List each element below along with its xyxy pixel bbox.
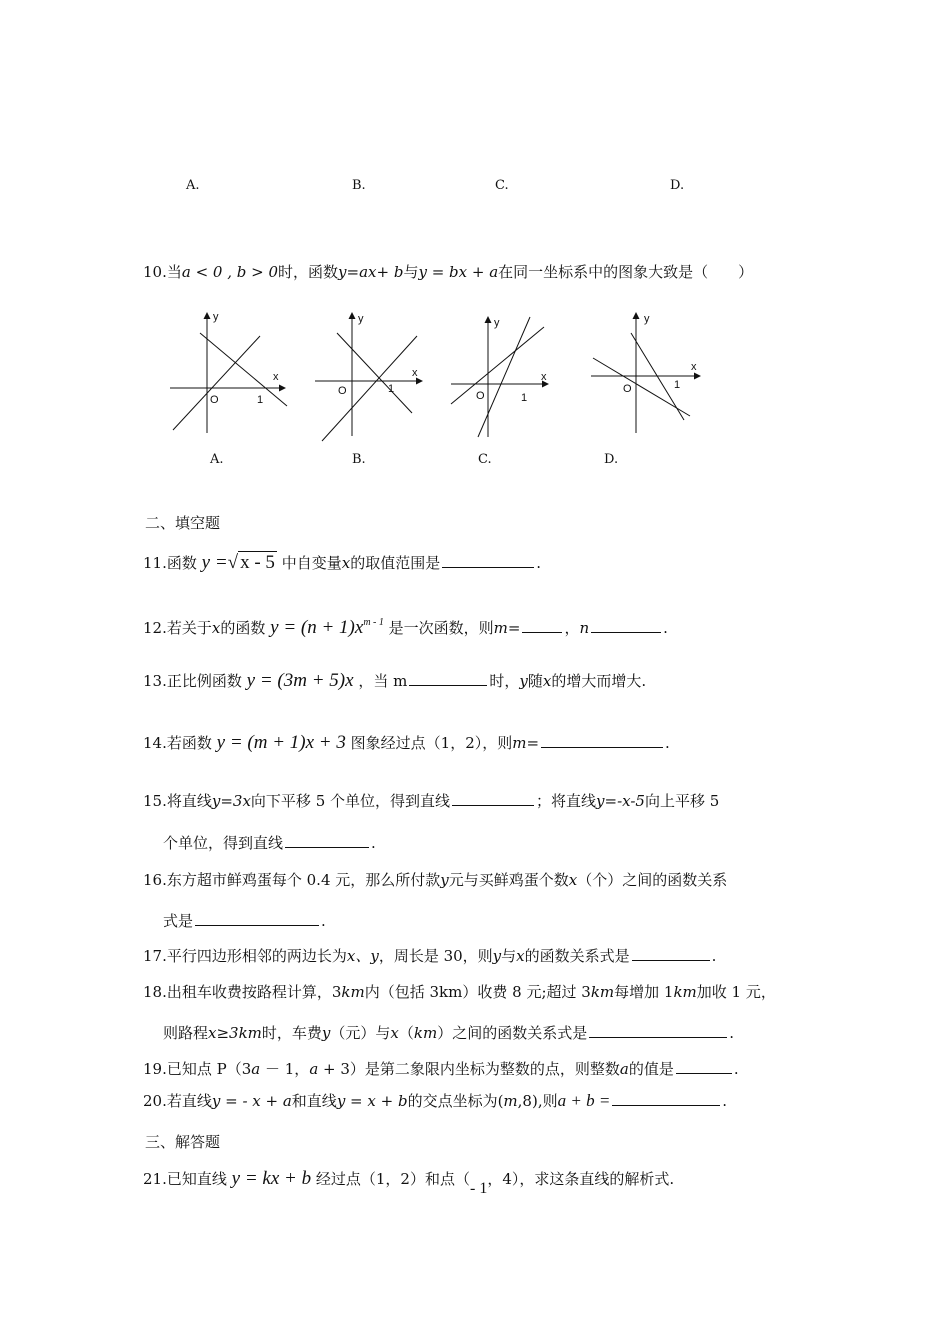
line-2 — [478, 317, 530, 437]
formula: y = (3m + 5)x — [246, 670, 354, 691]
answer-blank[interactable] — [195, 911, 319, 926]
graph-d — [588, 308, 708, 438]
question-17: 17.平行四边形相邻的两边长为x、y，周长是 30，则y与x的函数关系式是 . — [143, 947, 717, 965]
question-21: 21.已知直线 y = kx + b 经过点（1，2）和点（- 1，4），求这条直线的解析式. — [143, 1168, 675, 1197]
answer-blank-n[interactable] — [591, 618, 661, 633]
question-20: 20.若直线y = - x + a和直线y = x + b的交点坐标为(m,8),则a + b = . — [143, 1091, 728, 1110]
question-10: 10.当a < 0 , b > 0时，函数y=ax+ b与y = bx + a在同一坐标系中的图象大致是（ ） — [143, 263, 754, 281]
question-15-line-1: 15.将直线y=3x向下平移 5 个单位，得到直线 ；将直线y=-x-5向上平移 5 — [143, 792, 720, 810]
answer-blank[interactable] — [409, 671, 487, 686]
function-2: y = bx + a — [418, 263, 499, 281]
x-label: x — [691, 361, 697, 373]
answer-blank[interactable] — [612, 1091, 720, 1106]
section-fill-in: 二、填空题 — [145, 514, 221, 532]
answer-blank-m[interactable] — [522, 618, 562, 633]
one-label: 1 — [257, 394, 264, 406]
answer-blank[interactable] — [442, 553, 534, 568]
y-label: y — [494, 317, 500, 329]
negative-one: - 1 — [469, 1180, 488, 1197]
formula: y = kx + b — [231, 1168, 312, 1189]
origin-label: O — [338, 385, 347, 397]
q10-option-a: A. — [210, 452, 224, 467]
line-2 — [322, 336, 417, 441]
x-label: x — [412, 367, 418, 379]
one-label: 1 — [521, 392, 528, 404]
answer-blank[interactable] — [589, 1023, 727, 1038]
one-label: 1 — [674, 379, 681, 391]
x-label: x — [541, 371, 547, 383]
q9-option-a: A. — [186, 178, 200, 193]
q9-option-b: B. — [352, 178, 366, 193]
function-1: y=ax+ b — [338, 263, 404, 281]
q10-option-d: D. — [604, 452, 619, 467]
graph-c — [448, 312, 558, 442]
graph-b — [312, 308, 442, 443]
question-19: 19.已知点 P（3a － 1，a + 3）是第二象限内坐标为整数的点，则整数a的值是 . — [143, 1060, 739, 1078]
q10-option-b: B. — [352, 452, 366, 467]
question-16-line-2: 式是 . — [163, 912, 326, 930]
question-12: 12.若关于x的函数 $y = (n + 1)x^{m - 1}$ 是一次函数，则m= ，n . — [143, 617, 668, 638]
y-label: y — [644, 313, 650, 325]
question-18-line-2: 则路程x≥3km时，车费y（元）与x（km）之间的函数关系式是 . — [163, 1024, 735, 1042]
section-solve: 三、解答题 — [145, 1133, 221, 1151]
origin-label: O — [210, 394, 219, 406]
formula: y = (m + 1)x + 3 — [216, 732, 346, 753]
answer-blank[interactable] — [676, 1059, 732, 1074]
y-label: y — [213, 311, 219, 323]
answer-blank[interactable] — [632, 946, 710, 961]
question-14: 14.若函数 y = (m + 1)x + 3 图象经过点（1，2），则m= . — [143, 732, 670, 753]
line-1 — [337, 333, 412, 413]
line-2 — [173, 336, 260, 430]
origin-label: O — [623, 383, 632, 395]
question-13: 13.正比例函数 y = (3m + 5)x ，当 m 时，y随x的增大而增大. — [143, 670, 647, 691]
formula: y =√ x - 5 — [201, 552, 275, 573]
q10-option-c: C. — [478, 452, 492, 467]
formula-1: y = - x + a — [211, 1092, 292, 1110]
answer-blank-2[interactable] — [285, 833, 369, 848]
formula: $y = (n + 1)x^{m - 1}$ — [270, 617, 384, 638]
question-16-line-1: 16.东方超市鲜鸡蛋每个 0.4 元，那么所付款y元与买鲜鸡蛋个数x（个）之间的函数关系 — [143, 871, 728, 889]
q9-option-d: D. — [670, 178, 685, 193]
answer-blank[interactable] — [541, 733, 663, 748]
x-label: x — [273, 371, 279, 383]
formula-3: a + b = — [557, 1091, 611, 1110]
question-11: 11.函数 y =√ x - 5 中自变量x的取值范围是 . — [143, 552, 541, 573]
one-label: 1 — [388, 383, 395, 395]
question-15-line-2: 个单位，得到直线 . — [163, 834, 376, 852]
graph-a — [165, 308, 295, 438]
q9-option-c: C. — [495, 178, 509, 193]
condition: a < 0 , b > 0 — [181, 263, 279, 281]
question-18-line-1: 18.出租车收费按路程计算，3km内（包括 3km）收费 8 元;超过 3km每增加 1km加收 1 元， — [143, 983, 776, 1001]
y-label: y — [358, 313, 364, 325]
answer-blank-1[interactable] — [452, 791, 534, 806]
origin-label: O — [476, 390, 485, 402]
question-number: 10. — [143, 263, 167, 281]
formula-2: y = x + b — [336, 1092, 408, 1110]
